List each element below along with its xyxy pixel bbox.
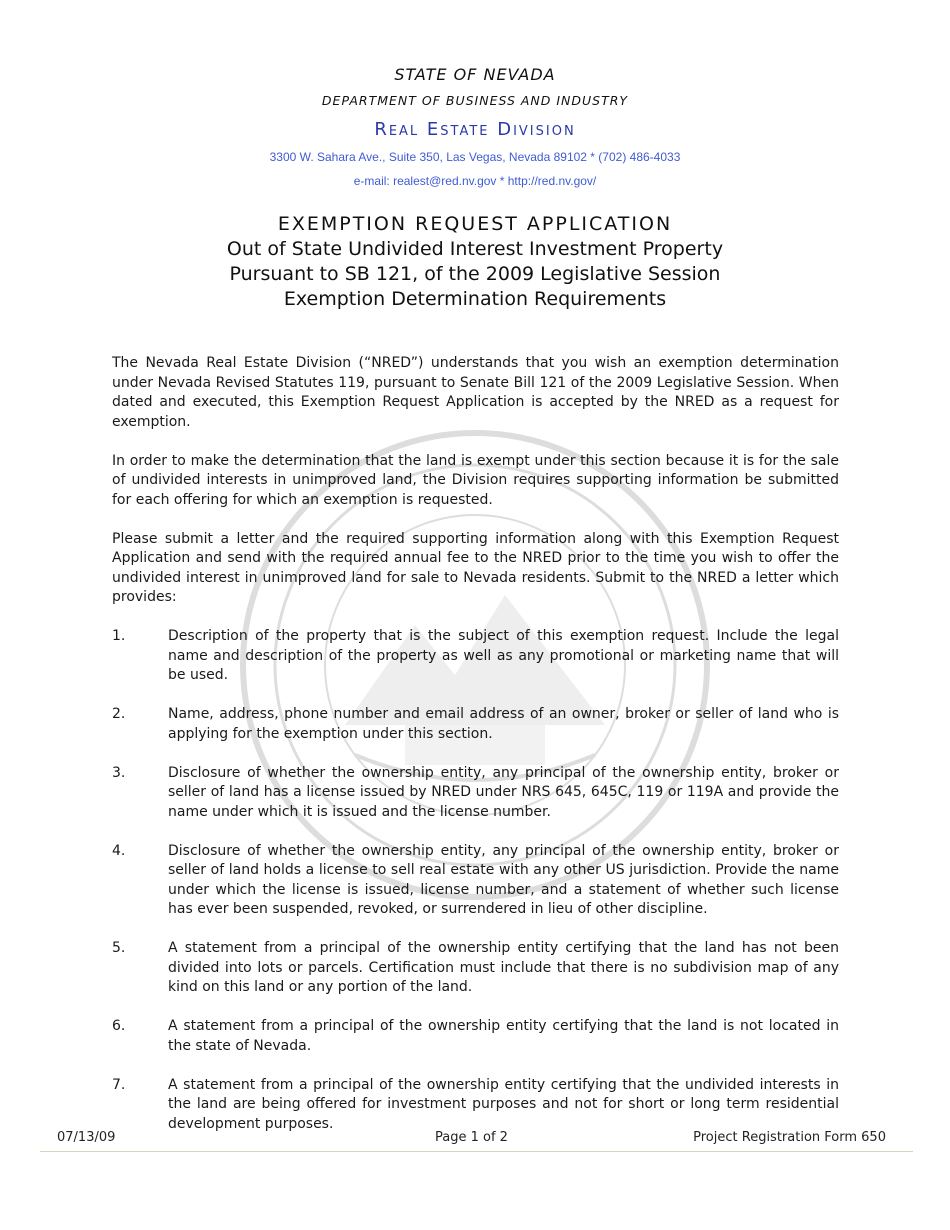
footer-page-number: Page 1 of 2	[435, 1130, 508, 1145]
footer-form-name: Project Registration Form 650	[693, 1130, 886, 1145]
division-contact[interactable]: e-mail: realest@red.nv.gov * http://red.nv.gov/	[353, 174, 597, 188]
list-item-number: 6.	[112, 1018, 126, 1034]
list-item-text: Description of the property that is the subject of this exemption request. Include the legal name and description of the property as well as any promotional or marketing name that will be used.	[168, 628, 839, 683]
list-item-text: A statement from a principal of the ownership entity certifying that the undivided interests in the land are being offered for investment purposes and not for short or long term residential development purposes.	[168, 1076, 839, 1132]
list-item	[112, 842, 839, 920]
page-footer	[57, 1130, 886, 1145]
paragraph: Please submit a letter and the required supporting information along with this Exemption Request Application and send with the required annual fee to the NRED prior to the time you wish to offer the undivided interest in unimproved land for sale to Nevada residents. Submit to the NRED a letter which provides:	[112, 530, 839, 605]
document-body	[112, 354, 839, 1154]
division-heading: Real Estate Division	[374, 119, 576, 140]
footer-date: 07/13/09	[57, 1130, 116, 1145]
document-title	[0, 212, 950, 312]
state-heading: STATE OF NEVADA	[394, 65, 556, 84]
list-item-number: 1.	[112, 628, 126, 644]
list-item	[112, 939, 839, 998]
title-line-1: EXEMPTION REQUEST APPLICATION	[277, 213, 673, 235]
list-item	[112, 764, 839, 823]
list-item-text: A statement from a principal of the ownership entity certifying that the land has not been divided into lots or parcels. Certification must include that there is no subdivision map of any kind on this land or any portion of the land.	[168, 940, 839, 995]
department-heading: DEPARTMENT OF BUSINESS AND INDUSTRY	[321, 93, 629, 108]
list-item-text: Disclosure of whether the ownership entity, any principal of the ownership entity, broker or seller of land holds a license to sell real estate with any other US jurisdiction. Provide the name under which the license is issued, license number, and a statement of whether such license has ever been suspended, revoked, or surrendered in lieu of other discipline.	[168, 842, 839, 917]
list-item	[112, 1076, 839, 1135]
list-item-number: 7.	[112, 1076, 126, 1093]
footer-divider	[40, 1151, 913, 1152]
paragraph: The Nevada Real Estate Division (“NRED”) understands that you wish an exemption determination under Nevada Revised Statutes 119, pursuant to Senate Bill 121 of the 2009 Legislative Session. When dated and executed, this Exemption Request Application is accepted by the NRED as a request for exemption.	[112, 355, 839, 430]
list-item-number: 5.	[112, 940, 126, 956]
title-line-3: Pursuant to SB 121, of the 2009 Legislative Session	[229, 263, 721, 285]
title-line-2: Out of State Undivided Interest Investment Property	[226, 238, 724, 260]
list-item-number: 3.	[112, 764, 126, 781]
list-item-text: A statement from a principal of the ownership entity certifying that the land is not located in the state of Nevada.	[168, 1018, 839, 1054]
division-address: 3300 W. Sahara Ave., Suite 350, Las Vegas, Nevada 89102 * (702) 486-4033	[269, 150, 681, 164]
title-line-4: Exemption Determination Requirements	[283, 288, 667, 310]
paragraph: In order to make the determination that the land is exempt under this section because it is for the sale of undivided interests in unimproved land, the Division requires supporting information be submitted for each offering for which an exemption is requested.	[112, 452, 839, 508]
list-item	[112, 627, 839, 686]
list-item-number: 2.	[112, 706, 126, 722]
list-item	[112, 1017, 839, 1056]
list-item-text: Name, address, phone number and email address of an owner, broker or seller of land who is applying for the exemption under this section.	[168, 706, 839, 742]
list-item	[112, 705, 839, 744]
list-item-number: 4.	[112, 842, 126, 859]
list-item-text: Disclosure of whether the ownership entity, any principal of the ownership entity, broker or seller of land has a license issued by NRED under NRS 645, 645C, 119 or 119A and provide the name under which it is issued and the license number.	[168, 764, 839, 820]
